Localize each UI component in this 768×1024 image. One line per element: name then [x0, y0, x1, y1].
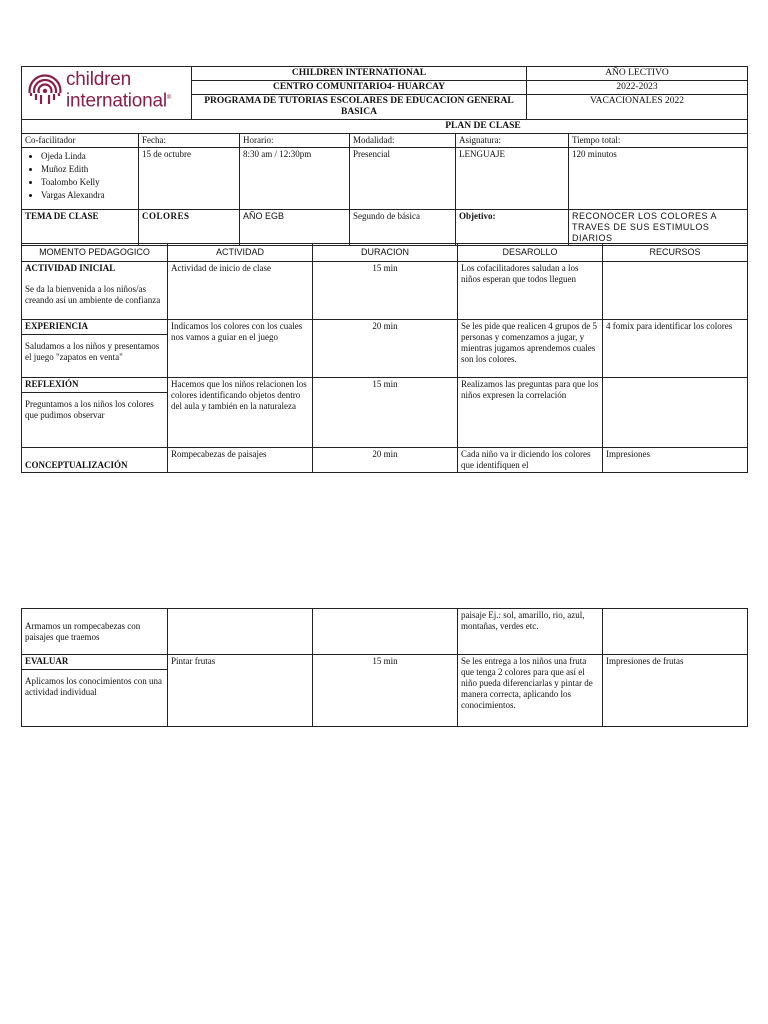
recursos-cell: Impresiones de frutas: [603, 655, 748, 727]
momento-cell: [22, 320, 168, 378]
center-name: CENTRO COMUNITARIO4- HUARCAY: [192, 81, 527, 95]
program-name: PROGRAMA DE TUTORIAS ESCOLARES DE EDUCACION GENERAL BASICA: [192, 95, 527, 120]
momento-title: EXPERIENCIA: [25, 321, 89, 331]
momento-title: ACTIVIDAD INICIAL: [25, 263, 116, 273]
momento-title: EVALUAR: [25, 656, 69, 666]
period: VACACIONALES 2022: [527, 95, 748, 120]
logo-line-2: international: [66, 90, 167, 112]
table-row: [22, 609, 748, 655]
duracion-cell: 15 min: [313, 378, 458, 448]
objetivo-value: RECONOCER LOS COLORES A TRAVES DE SUS ESTIMULOS DIARIOS: [569, 210, 748, 246]
momento-cell: [22, 655, 168, 727]
egb-label: AÑO EGB: [240, 210, 350, 246]
desarrollo-cell: Cada niño va ir diciendo los colores que identifiquen el: [458, 448, 603, 473]
tema-value: COLORES: [139, 210, 240, 246]
duracion-cell: 15 min: [313, 655, 458, 727]
table-row: [22, 655, 748, 727]
momento-desc: [22, 609, 168, 655]
list-item: • Ojeda Linda: [41, 151, 135, 162]
col-header-momento: MOMENTO PEDAGOGICO: [22, 244, 168, 262]
logo-line-1: children: [66, 69, 131, 90]
modalidad-label: Modalidad:: [350, 134, 456, 148]
children-international-logo-icon: [28, 74, 62, 108]
desarrollo-cell: Se les pide que realicen 4 grupos de 5 personas y comenzamos a jugar, y mientras jugamos aprendemos cuales son los colores.: [458, 320, 603, 378]
list-item: • Toalombo Kelly: [41, 177, 135, 188]
recursos-cell: [603, 378, 748, 448]
actividad-cell: Rompecabezas de paisajes: [168, 448, 313, 473]
divider: [22, 392, 167, 393]
asignatura-value: LENGUAJE: [456, 148, 569, 210]
year-label: AÑO LECTIVO: [527, 67, 748, 81]
cofacilitador-label: Co-facilitador: [22, 134, 139, 148]
momento-cell: [22, 262, 168, 320]
duracion-cell: 20 min: [313, 320, 458, 378]
col-header-duracion: DURACION: [313, 244, 458, 262]
duracion-cell: 20 min: [313, 448, 458, 473]
momento-cell: [22, 378, 168, 448]
desarrollo-cell: paisaje Ej.: sol, amarillo, rio, azul, montañas, verdes etc.: [458, 609, 603, 655]
divider: [22, 669, 167, 670]
fecha-value: 15 de octubre: [139, 148, 240, 210]
info-table: [21, 133, 748, 246]
modalidad-value: Presencial: [350, 148, 456, 210]
fecha-label: Fecha:: [139, 134, 240, 148]
actividad-cell: Indicamos los colores con los cuales nos vamos a guiar en el juego: [168, 320, 313, 378]
header-table: [21, 66, 748, 134]
desarrollo-cell: Los cofacilitadores saludan a los niños esperan que todos lleguen: [458, 262, 603, 320]
actividad-cell: Hacemos que los niños relacionen los colores identificando objetos dentro del aula y también en la naturaleza: [168, 378, 313, 448]
table-row: [22, 262, 748, 320]
asignatura-label: Asignatura:: [456, 134, 569, 148]
school-year: 2022-2023: [527, 81, 748, 95]
recursos-cell: Impresiones: [603, 448, 748, 473]
horario-label: Horario:: [240, 134, 350, 148]
objetivo-label: Objetivo:: [456, 210, 569, 246]
momento-desc-text: Armamos un rompecabezas con paisajes que traemos: [25, 620, 141, 642]
recursos-cell: [603, 262, 748, 320]
actividad-cell: Pintar frutas: [168, 655, 313, 727]
horario-value: 8:30 am / 12:30pm: [240, 148, 350, 210]
actividad-cell: Actividad de inicio de clase: [168, 262, 313, 320]
col-header-desarrollo: DESAROLLO: [458, 244, 603, 262]
logo-wordmark: children international®: [66, 69, 172, 112]
momento-title: REFLEXIÓN: [25, 379, 79, 389]
tema-label: TEMA DE CLASE: [22, 210, 139, 246]
tiempo-label: Tiempo total:: [569, 134, 748, 148]
table-row: [22, 378, 748, 448]
plan-table-continued: [21, 608, 748, 727]
table-row: [22, 320, 748, 378]
momento-desc: Preguntamos a los niños los colores que pudimos observar: [25, 399, 154, 420]
desarrollo-cell: Realizamos las preguntas para que los niños expresen la correlación: [458, 378, 603, 448]
momento-desc: Aplicamos los conocimientos con una actividad individual: [25, 676, 162, 697]
momento-title: CONCEPTUALIZACIÓN: [22, 448, 168, 473]
momento-desc: Saludamos a los niños y presentamos el juego "zapatos en venta": [25, 341, 160, 362]
plan-title: PLAN DE CLASE: [22, 120, 748, 134]
actividad-cell: [168, 609, 313, 655]
divider: [22, 334, 167, 335]
desarrollo-cell: Se les entrega a los niños una fruta que tenga 2 colores para que así el niño pueda diferenciarlas y pintar de manera correcta, aplicando los conocimientos.: [458, 655, 603, 727]
tiempo-value: 120 minutos: [569, 148, 748, 210]
plan-table: [21, 243, 748, 473]
duracion-cell: 15 min: [313, 262, 458, 320]
logo-cell: [22, 67, 192, 120]
momento-desc: Se da la bienvenida a los niños/as creando así un ambiente de confianza: [25, 284, 161, 305]
cofacilitador-names: [22, 148, 139, 210]
egb-value: Segundo de básica: [350, 210, 456, 246]
col-header-actividad: ACTIVIDAD: [168, 244, 313, 262]
recursos-cell: 4 fomix para identificar los colores: [603, 320, 748, 378]
col-header-recursos: RECURSOS: [603, 244, 748, 262]
org-name: CHILDREN INTERNATIONAL: [192, 67, 527, 81]
list-item: • Muñoz Edith: [41, 164, 135, 175]
table-row: [22, 448, 748, 473]
list-item: • Vargas Alexandra: [41, 190, 135, 201]
recursos-cell: [603, 609, 748, 655]
duracion-cell: [313, 609, 458, 655]
